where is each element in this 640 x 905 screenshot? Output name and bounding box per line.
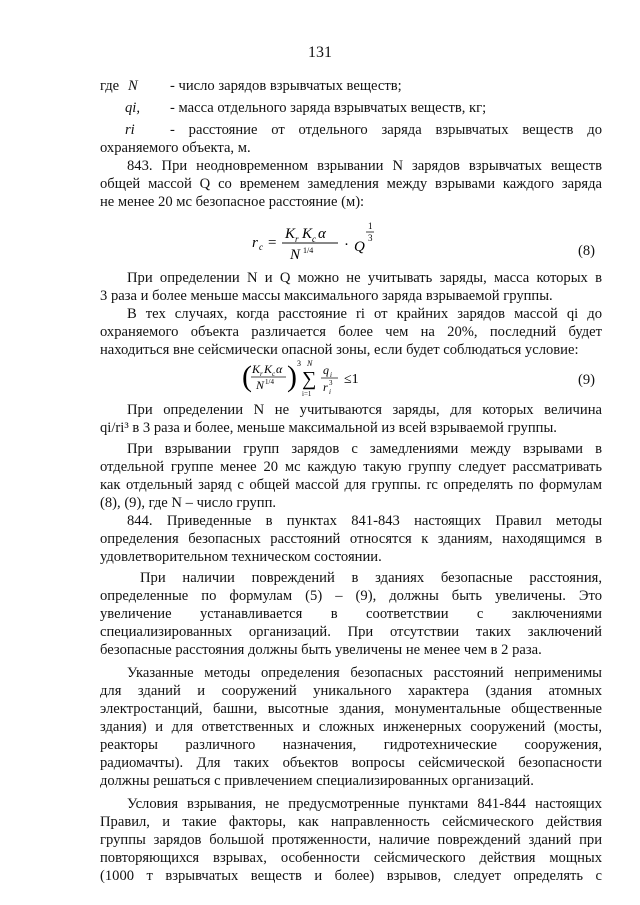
legend-def-r-cont: охраняемого объекта, м. <box>100 140 251 156</box>
formula-8-lhs: r <box>252 235 258 251</box>
formula-9-k1-sub: r <box>260 370 263 378</box>
formula-8-q: Q <box>354 239 365 255</box>
formula-8-kr: K <box>285 226 296 242</box>
legend-symbol-r: ri <box>125 122 135 138</box>
legend-def-n: - число зарядов взрывчатых веществ; <box>170 78 402 94</box>
formula-9-q: q <box>323 363 329 377</box>
formula-9-k2: K <box>264 362 273 376</box>
text-line: определенные по формулам (5) – (9), должны быть увеличены. Это <box>100 588 602 604</box>
legend-symbol-n: N <box>128 78 138 94</box>
text-line: Правил, и такие факторы, как направленность сейсмического действия <box>100 814 602 830</box>
text-line: Условия взрывания, не предусмотренные пунктами 841-844 настоящих <box>127 796 602 812</box>
text-line: удовлетворительном техническом состоянии. <box>100 549 382 565</box>
legend-def-r: - расстояние от отдельного заряда взрывчатых веществ до <box>170 122 602 138</box>
text-line: группы зарядов большой протяженности, наличие повреждений зданий при <box>100 832 602 848</box>
legend-where: где <box>100 78 120 94</box>
text-line: повторяющихся взрывах, особенности сейсмического действия мощных <box>100 850 602 866</box>
formula-9-r-sub: i <box>329 388 331 396</box>
text-line: общей массой Q со временем замедления между взрывами каждого заряда <box>100 176 602 192</box>
formula-8-kc: K <box>302 226 313 242</box>
formula-8-alpha: α <box>318 226 326 242</box>
formula-9-outer-exp: 3 <box>297 359 301 368</box>
text-line: как отдельный заряд с общей массой для группы. rc определять по формулам <box>100 477 602 493</box>
formula-8-equals: = <box>268 235 277 251</box>
formula-9-den-n: N <box>256 378 265 392</box>
text-line: При взрывании групп зарядов с замедлениями между взрывами в <box>127 441 602 457</box>
formula-8-kc-sub: c <box>312 234 316 244</box>
formula-9-leq: ≤1 <box>344 372 359 387</box>
text-line: (1000 т взрывчатых веществ и более) взрывов, следует определять с <box>100 868 602 884</box>
formula-8-dot: · <box>344 237 349 253</box>
formula-8-lhs-sub: с <box>259 242 263 252</box>
formula-9-k1: K <box>252 362 261 376</box>
text-line: должны решаться с привлечением специализированных организаций. <box>100 773 534 789</box>
text-line: (8), (9), где N – число групп. <box>100 495 277 511</box>
page-number: 131 <box>308 44 332 61</box>
formula-9-left-paren: ( <box>242 360 252 393</box>
text-line: При определении N и Q можно не учитывать заряды, масса которых в <box>127 270 602 286</box>
text-line: электростанций, башни, высотные здания, монументальные общественные <box>100 701 602 717</box>
text-line: радиомачты). Для таких объектов вопросы сейсмической безопасности <box>100 755 602 771</box>
text-line: При определении N не учитываются заряды, для которых величина <box>127 402 602 418</box>
text-line: реакторы различного назначения, гидротехнические сооружения, <box>100 737 602 753</box>
formula-8-exp-num: 1 <box>368 221 373 231</box>
formula-9-alpha: α <box>276 362 283 376</box>
formula-9-k2-sub: c <box>272 370 276 378</box>
text-line: В тех случаях, когда расстояние ri от крайних зарядов массой qi до <box>127 306 602 322</box>
text-line: 844. Приведенные в пунктах 841-843 настоящих Правил методы <box>127 513 602 529</box>
formula-8-den-exp: 1/4 <box>303 246 314 255</box>
formula-9 <box>238 356 398 404</box>
text-line: Указанные методы определения безопасных расстояний неприменимы <box>127 665 602 681</box>
text-line: 3 раза и более меньше массы максимального заряда взрываемой группы. <box>100 288 553 304</box>
legend-def-q: - масса отдельного заряда взрывчатых веществ, кг; <box>170 100 487 116</box>
formula-9-sum-top: N <box>307 359 313 368</box>
formula-9-sum-sign: ∑ <box>302 368 317 390</box>
text-line: безопасные расстояния должны быть увеличены не менее чем в 2 раза. <box>100 642 542 658</box>
text-line: специализированных организаций. При отсутствии таких заключений <box>100 624 602 640</box>
formula-9-r-exp: 3 <box>329 379 333 387</box>
formula-9-den-exp: 1/4 <box>265 378 274 386</box>
formula-9-sum-bottom: i=1 <box>302 390 312 398</box>
formula-8-den-n: N <box>290 247 301 263</box>
text-line: для зданий и сооружений уникального характера (здания атомных <box>100 683 602 699</box>
text-line: охраняемого объекта различается более чем на 20%, последний будет <box>100 324 602 340</box>
text-line: отдельной группе менее 20 мс каждую такую группу следует рассматривать <box>100 459 602 475</box>
text-line: 843. При неодновременном взрывании N зарядов взрывчатых веществ <box>127 158 602 174</box>
formula-9-q-sub: i <box>330 371 332 379</box>
legend-symbol-q: qi, <box>125 100 140 116</box>
formula-9-r: r <box>323 380 328 394</box>
text-line: здания) и для ответственных и сложных инженерных сооружений (мосты, <box>100 719 602 735</box>
formula-8-kr-sub: r <box>295 234 299 244</box>
text-line: увеличение устанавливается в соответствии с заключениями <box>100 606 602 622</box>
text-line: находиться вне сейсмически опасной зоны, если будет соблюдаться условие: <box>100 342 579 358</box>
formula-8-exp-den: 3 <box>368 233 373 243</box>
text-line: При наличии повреждений в зданиях безопасные расстояния, <box>140 570 602 586</box>
text-line: qi/ri³ в 3 раза и более, меньше максимальной из всей взрываемой группы. <box>100 420 557 436</box>
equation-number-8: (8) <box>578 243 596 259</box>
equation-number-9: (9) <box>578 372 596 388</box>
text-line: не менее 20 мс безопасное расстояние (м): <box>100 194 365 210</box>
text-line: определения безопасных расстояний относятся к зданиям, находящимся в <box>100 531 602 547</box>
formula-8 <box>240 216 610 266</box>
formula-9-right-paren: ) <box>287 360 297 393</box>
